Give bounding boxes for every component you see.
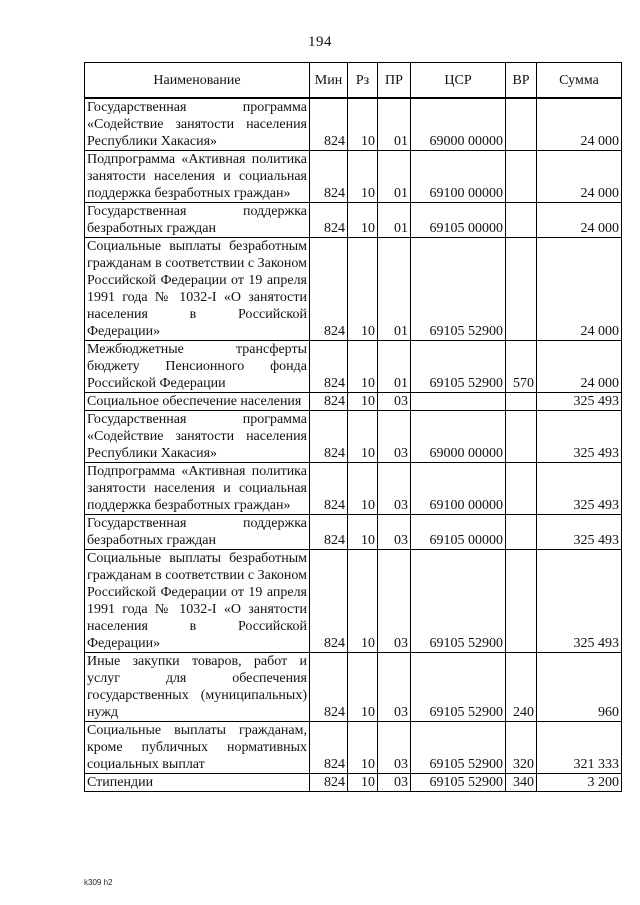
cell-csr: 69105 52900 bbox=[411, 341, 506, 393]
cell-min: 824 bbox=[310, 653, 348, 722]
cell-sum: 321 333 bbox=[537, 722, 622, 774]
cell-name: Межбюджетные трансферты бюджету Пенсионного фонда Российской Федерации bbox=[85, 341, 310, 393]
cell-vr: 320 bbox=[506, 722, 537, 774]
cell-pr: 01 bbox=[378, 203, 411, 238]
header-csr: ЦСР bbox=[411, 63, 506, 99]
cell-sum: 325 493 bbox=[537, 463, 622, 515]
cell-pr: 03 bbox=[378, 653, 411, 722]
cell-name: Подпрограмма «Активная политика занятости населения и социальная поддержка безработных граждан» bbox=[85, 463, 310, 515]
header-rz: Рз bbox=[348, 63, 378, 99]
cell-csr: 69105 00000 bbox=[411, 203, 506, 238]
cell-rz: 10 bbox=[348, 463, 378, 515]
cell-rz: 10 bbox=[348, 653, 378, 722]
cell-csr: 69100 00000 bbox=[411, 463, 506, 515]
table-row bbox=[85, 774, 622, 792]
table-row bbox=[85, 515, 622, 550]
cell-sum: 3 200 bbox=[537, 774, 622, 792]
table-row bbox=[85, 550, 622, 653]
page-number: 194 bbox=[308, 34, 332, 50]
cell-sum: 24 000 bbox=[537, 203, 622, 238]
footer-code: k309 h2 bbox=[84, 878, 113, 887]
cell-sum: 24 000 bbox=[537, 151, 622, 203]
cell-csr: 69105 52900 bbox=[411, 550, 506, 653]
cell-sum: 24 000 bbox=[537, 238, 622, 341]
cell-rz: 10 bbox=[348, 341, 378, 393]
cell-min: 824 bbox=[310, 550, 348, 653]
cell-vr bbox=[506, 203, 537, 238]
cell-name: Государственная программа «Содействие занятости населения Республики Хакасия» bbox=[85, 98, 310, 151]
header-min: Мин bbox=[310, 63, 348, 99]
cell-name: Социальные выплаты безработным гражданам в соответствии с Законом Российской Федерации от 19 апреля 1991 года № 1032-I «О занятости населения в Российской Федерации» bbox=[85, 238, 310, 341]
cell-pr: 01 bbox=[378, 151, 411, 203]
cell-vr bbox=[506, 238, 537, 341]
header-pr: ПР bbox=[378, 63, 411, 99]
cell-min: 824 bbox=[310, 203, 348, 238]
cell-rz: 10 bbox=[348, 411, 378, 463]
table-header-row bbox=[85, 63, 622, 99]
table-row bbox=[85, 238, 622, 341]
table-row bbox=[85, 341, 622, 393]
cell-pr: 03 bbox=[378, 411, 411, 463]
table-row bbox=[85, 411, 622, 463]
cell-csr: 69105 00000 bbox=[411, 515, 506, 550]
cell-csr: 69000 00000 bbox=[411, 411, 506, 463]
cell-min: 824 bbox=[310, 98, 348, 151]
cell-rz: 10 bbox=[348, 550, 378, 653]
cell-min: 824 bbox=[310, 774, 348, 792]
table-row bbox=[85, 393, 622, 411]
cell-pr: 03 bbox=[378, 722, 411, 774]
cell-pr: 01 bbox=[378, 98, 411, 151]
cell-csr: 69105 52900 bbox=[411, 774, 506, 792]
cell-min: 824 bbox=[310, 722, 348, 774]
cell-min: 824 bbox=[310, 341, 348, 393]
cell-rz: 10 bbox=[348, 203, 378, 238]
cell-sum: 24 000 bbox=[537, 98, 622, 151]
cell-vr bbox=[506, 515, 537, 550]
cell-rz: 10 bbox=[348, 722, 378, 774]
cell-pr: 03 bbox=[378, 774, 411, 792]
table-row bbox=[85, 722, 622, 774]
cell-rz: 10 bbox=[348, 774, 378, 792]
cell-rz: 10 bbox=[348, 393, 378, 411]
cell-min: 824 bbox=[310, 411, 348, 463]
cell-sum: 325 493 bbox=[537, 550, 622, 653]
cell-rz: 10 bbox=[348, 515, 378, 550]
table-row bbox=[85, 151, 622, 203]
cell-min: 824 bbox=[310, 463, 348, 515]
cell-rz: 10 bbox=[348, 98, 378, 151]
header-vr: ВР bbox=[506, 63, 537, 99]
header-name: Наименование bbox=[85, 63, 310, 99]
cell-name: Подпрограмма «Активная политика занятости населения и социальная поддержка безработных граждан» bbox=[85, 151, 310, 203]
cell-name: Иные закупки товаров, работ и услуг для обеспечения государственных (муниципальных) нужд bbox=[85, 653, 310, 722]
cell-csr: 69000 00000 bbox=[411, 98, 506, 151]
cell-name: Государственная поддержка безработных граждан bbox=[85, 203, 310, 238]
cell-csr: 69105 52900 bbox=[411, 238, 506, 341]
cell-name: Социальные выплаты гражданам, кроме публичных нормативных социальных выплат bbox=[85, 722, 310, 774]
cell-name: Социальное обеспечение населения bbox=[85, 393, 310, 411]
cell-name: Социальные выплаты безработным гражданам в соответствии с Законом Российской Федерации от 19 апреля 1991 года № 1032-I «О занятости населения в Российской Федерации» bbox=[85, 550, 310, 653]
cell-vr bbox=[506, 151, 537, 203]
table-row bbox=[85, 653, 622, 722]
cell-vr bbox=[506, 463, 537, 515]
table-row bbox=[85, 463, 622, 515]
cell-min: 824 bbox=[310, 515, 348, 550]
cell-sum: 325 493 bbox=[537, 515, 622, 550]
cell-rz: 10 bbox=[348, 151, 378, 203]
cell-pr: 01 bbox=[378, 341, 411, 393]
table-row bbox=[85, 203, 622, 238]
cell-pr: 03 bbox=[378, 463, 411, 515]
cell-vr bbox=[506, 411, 537, 463]
cell-pr: 03 bbox=[378, 550, 411, 653]
header-sum: Сумма bbox=[537, 63, 622, 99]
table-row bbox=[85, 98, 622, 151]
cell-vr: 240 bbox=[506, 653, 537, 722]
cell-sum: 960 bbox=[537, 653, 622, 722]
cell-csr: 69100 00000 bbox=[411, 151, 506, 203]
cell-pr: 03 bbox=[378, 393, 411, 411]
cell-name: Государственная программа «Содействие занятости населения Республики Хакасия» bbox=[85, 411, 310, 463]
cell-min: 824 bbox=[310, 393, 348, 411]
cell-name: Стипендии bbox=[85, 774, 310, 792]
cell-vr bbox=[506, 393, 537, 411]
cell-name: Государственная поддержка безработных граждан bbox=[85, 515, 310, 550]
cell-min: 824 bbox=[310, 151, 348, 203]
cell-pr: 01 bbox=[378, 238, 411, 341]
budget-table bbox=[84, 62, 622, 792]
cell-sum: 24 000 bbox=[537, 341, 622, 393]
cell-vr: 570 bbox=[506, 341, 537, 393]
cell-rz: 10 bbox=[348, 238, 378, 341]
cell-vr bbox=[506, 550, 537, 653]
cell-csr: 69105 52900 bbox=[411, 653, 506, 722]
cell-sum: 325 493 bbox=[537, 411, 622, 463]
cell-vr: 340 bbox=[506, 774, 537, 792]
cell-vr bbox=[506, 98, 537, 151]
cell-sum: 325 493 bbox=[537, 393, 622, 411]
cell-csr bbox=[411, 393, 506, 411]
cell-min: 824 bbox=[310, 238, 348, 341]
cell-pr: 03 bbox=[378, 515, 411, 550]
cell-csr: 69105 52900 bbox=[411, 722, 506, 774]
